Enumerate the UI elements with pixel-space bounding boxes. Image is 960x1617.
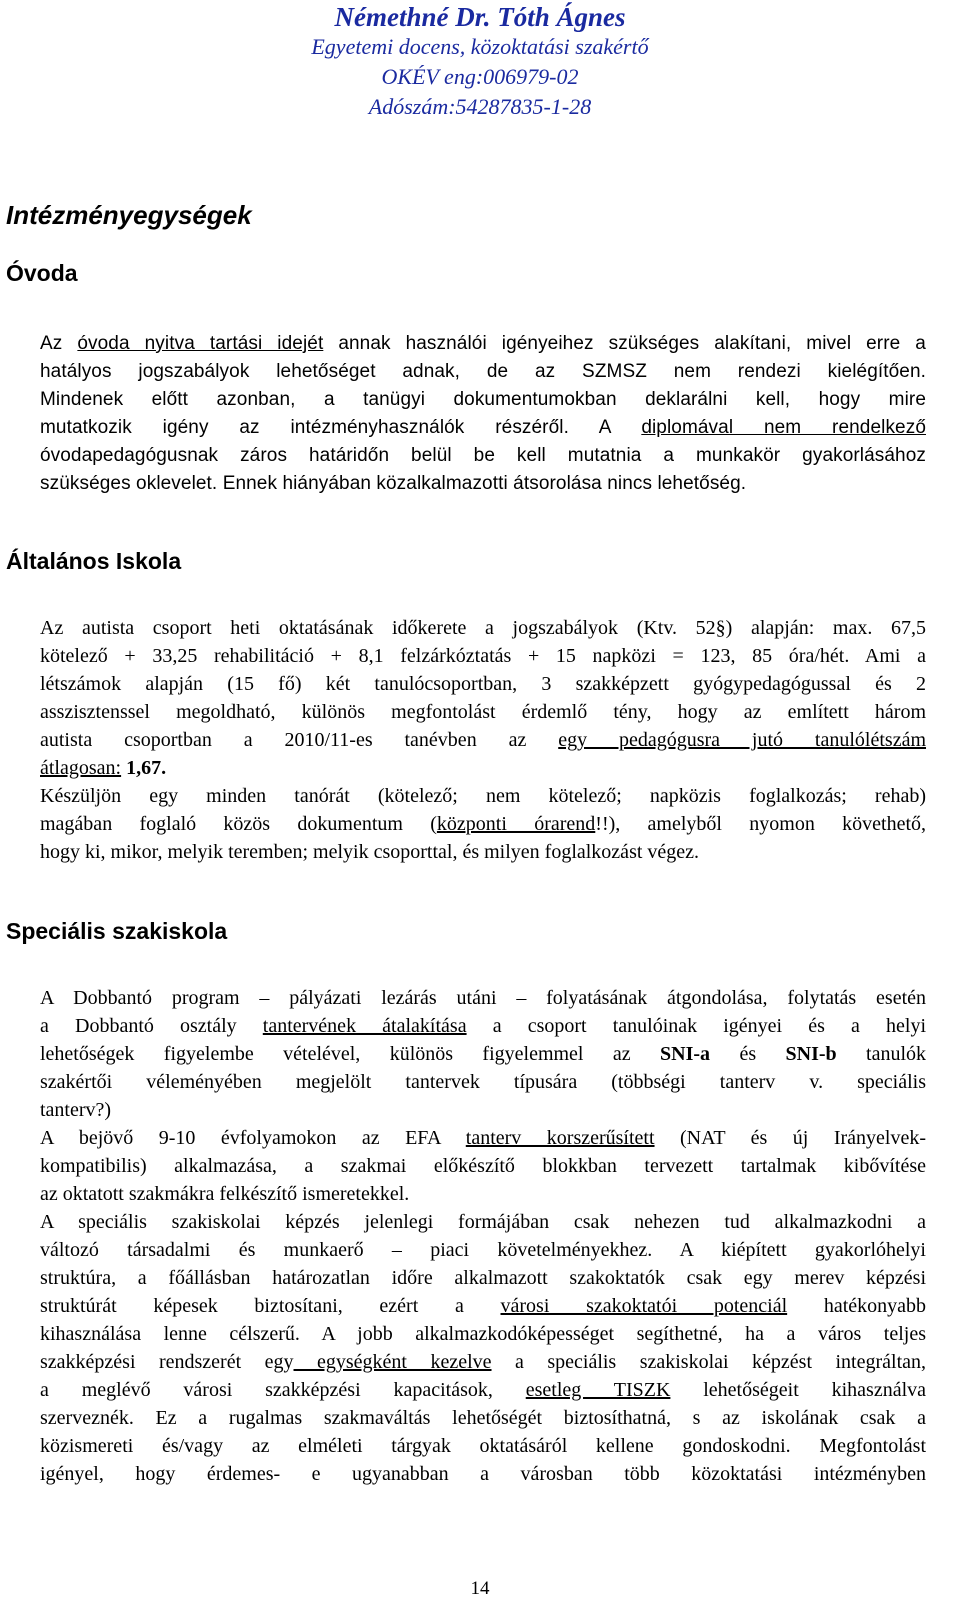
- text-line: a meglévő városi szakképzési kapacitások, esetleg TISZK lehetőségeit kihasználva: [40, 1379, 927, 1401]
- text-line: lehetőségek figyelembe vételével, különös figyelemmel az SNI-a és SNI-b tanulók: [40, 1043, 927, 1065]
- text-line: tanterv?): [40, 1099, 112, 1121]
- text-line: közismereti és/vagy az elméleti tárgyak oktatásáról kellene gondoskodni. Megfontolást: [40, 1435, 926, 1457]
- text-line: átlagosan: 1,67.: [40, 757, 167, 779]
- author-title: Egyetemi docens, közoktatási szakértő: [311, 34, 649, 59]
- paragraph-specialis-szakiskola: [40, 984, 926, 1488]
- text-line: szerveznék. Ez a rugalmas szakmaváltás lehetőségét biztosíthatná, s az iskolának csak a: [40, 1407, 926, 1429]
- text-line: kötelező + 33,25 rehabilitáció + 8,1 felzárkóztatás + 15 napközi = 123, 85 óra/hét. Ami a: [40, 645, 926, 667]
- text-line: mutatkozik igény az intézményhasználók részéről. A diplomával nem rendelkező: [40, 417, 926, 438]
- text-line: kompatibilis) alkalmazása, a szakmai előkészítő blokkban tervezett tartalmak kibővítése: [40, 1155, 926, 1177]
- text-line: asszisztenssel megoldható, különös megfontolást érdemlő tény, hogy az említett három: [40, 701, 926, 723]
- text-line: szakértői véleményében megjelölt tantervek típusára (többségi tanterv v. speciális: [40, 1071, 926, 1093]
- text-line: szakképzési rendszerét egy egységként kezelve a speciális szakiskolai képzést integráltan,: [40, 1351, 927, 1373]
- text-line: hatályos jogszabályok lehetőséget adnak, de az SZMSZ nem rendezi kielégítően.: [40, 361, 926, 382]
- paragraph-ovoda: [40, 330, 926, 498]
- text-line: struktúrát képesek biztosítani, ezért a városi szakoktatói potenciál hatékonyabb: [40, 1295, 927, 1317]
- text-line: Az óvoda nyitva tartási idejét annak használói igényeihez szükséges alakítani, mivel erre a: [40, 333, 926, 354]
- text-line: a Dobbantó osztály tantervének átalakítása a csoport tanulóinak igényei és a helyi: [40, 1015, 926, 1037]
- heading-altalanos-iskola: Általános Iskola: [6, 548, 182, 574]
- text-line: magában foglaló közös dokumentum (központi órarend!!), amelyből nyomon követhető,: [40, 813, 926, 835]
- text-line: A speciális szakiskolai képzés jelenlegi formájában csak nehezen tud alkalmazkodni a: [40, 1211, 926, 1233]
- text-line: változó társadalmi és munkaerő – piaci követelményekhez. A kiépített gyakorlóhelyi: [40, 1239, 926, 1261]
- author-name: Némethné Dr. Tóth Ágnes: [334, 2, 626, 32]
- paragraph-altalanos-iskola: [40, 614, 926, 866]
- text-line: Az autista csoport heti oktatásának időkerete a jogszabályok (Ktv. 52§) alapján: max. 67,5: [40, 617, 926, 639]
- text-line: hogy ki, mikor, melyik teremben; melyik csoporttal, és milyen foglalkozást végez.: [40, 841, 700, 863]
- section-title: Intézményegységek: [6, 200, 252, 230]
- text-line: A bejövő 9-10 évfolyamokon az EFA tanterv korszerűsített (NAT és új Irányelvek-: [40, 1127, 927, 1149]
- text-line: az oktatott szakmákra felkészítő ismeretekkel.: [40, 1183, 410, 1205]
- text-line: létszámok alapján (15 fő) két tanulócsoportban, 3 szakképzett gyógypedagógussal és 2: [40, 673, 926, 695]
- text-line: A Dobbantó program – pályázati lezárás utáni – folyatásának átgondolása, folytatás esetén: [40, 987, 926, 1009]
- text-line: igényel, hogy érdemes- e ugyanabban a városban több közoktatási intézményben: [40, 1463, 926, 1485]
- text-line: szükséges oklevelet. Ennek hiányában közalkalmazotti átsorolása nincs lehetőség.: [40, 473, 747, 494]
- text-line: Készüljön egy minden tanórát (kötelező; nem kötelező; napközis foglalkozás; rehab): [40, 785, 926, 807]
- text-line: struktúra, a főállásban határozatlan időre alkalmazott szakoktatók csak egy merev képzési: [40, 1267, 926, 1289]
- text-line: autista csoportban a 2010/11-es tanévben az egy pedagógusra jutó tanulólétszám: [40, 729, 927, 751]
- text-line: Mindenek előtt azonban, a tanügyi dokumentumokban deklarálni kell, hogy mire: [40, 389, 926, 410]
- heading-ovoda: Óvoda: [6, 260, 78, 286]
- heading-specialis-szakiskola: Speciális szakiskola: [6, 918, 228, 944]
- author-registration: OKÉV eng:006979-02: [381, 64, 579, 89]
- page-number: 14: [470, 1578, 490, 1599]
- text-line: kihasználása lenne célszerű. A jobb alkalmazkodóképességet segíthetné, ha a város teljes: [40, 1323, 926, 1345]
- author-tax-id: Adószám:54287835-1-28: [368, 94, 592, 119]
- text-line: óvodapedagógusnak záros határidőn belül be kell mutatnia a munkakör gyakorlásához: [40, 445, 926, 466]
